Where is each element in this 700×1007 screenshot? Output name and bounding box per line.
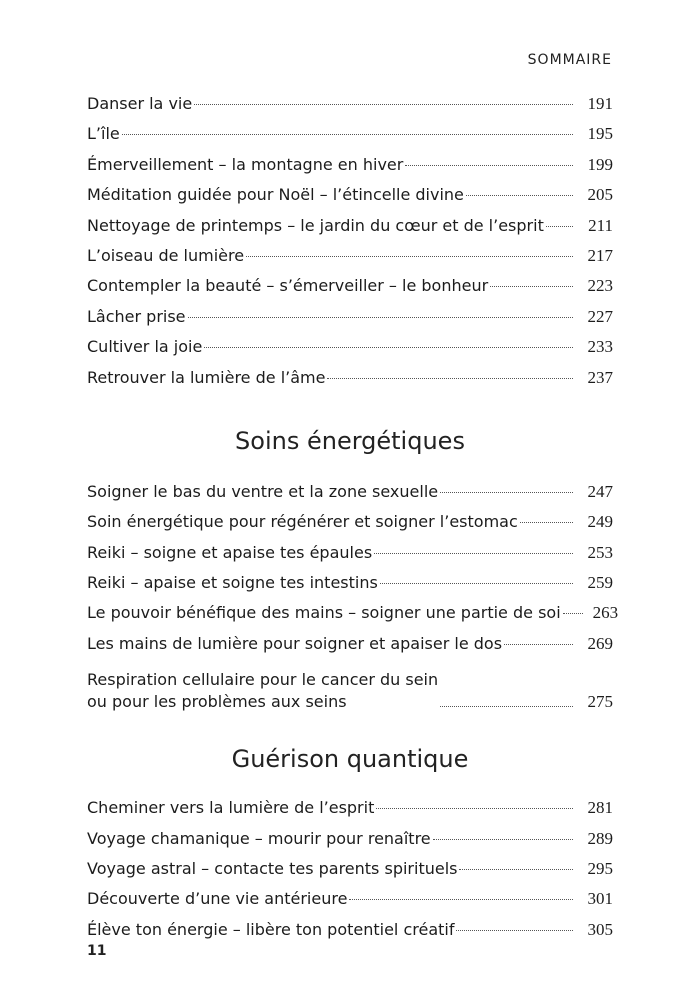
entry-title: Reiki – soigne et apaise tes épaules xyxy=(87,542,373,562)
toc-entry[interactable] xyxy=(87,482,613,512)
entry-title: Contempler la beauté – s’émerveiller – le bonheur xyxy=(87,276,489,296)
dot-leader xyxy=(204,347,573,348)
entry-page: 195 xyxy=(587,124,613,144)
entry-page: 211 xyxy=(588,215,613,235)
entry-title: Nettoyage de printemps – le jardin du cœur et de l’esprit xyxy=(87,215,544,235)
dot-leader xyxy=(466,195,573,196)
toc-entry[interactable] xyxy=(87,603,619,633)
page-number: 11 xyxy=(87,943,107,959)
toc-entry[interactable] xyxy=(87,124,613,154)
entry-title: Reiki – apaise et soigne tes intestins xyxy=(87,573,378,593)
entry-title: L’île xyxy=(87,124,120,144)
dot-leader xyxy=(122,134,573,135)
dot-leader xyxy=(563,613,583,614)
entry-page: 305 xyxy=(587,919,613,939)
section-heading-guerison-quantique: Guérison quantique xyxy=(231,745,469,774)
entry-page: 281 xyxy=(587,798,613,818)
entry-page: 259 xyxy=(587,573,613,593)
entry-title: Découverte d’une vie antérieure xyxy=(87,889,348,909)
entry-page: 275 xyxy=(587,692,613,712)
entry-title: L’oiseau de lumière xyxy=(87,245,245,265)
toc-entry[interactable] xyxy=(87,94,613,124)
toc-entry[interactable] xyxy=(87,859,613,889)
toc-section-2 xyxy=(87,481,619,716)
entry-page: 199 xyxy=(587,154,613,174)
entry-title: Danser la vie xyxy=(87,94,193,113)
entry-title: Soin énergétique pour régénérer et soigner l’estomac xyxy=(87,512,518,532)
dot-leader xyxy=(380,583,573,584)
entry-title: Voyage astral – contacte tes parents spirituels xyxy=(87,859,458,879)
dot-leader xyxy=(490,286,573,287)
dot-leader xyxy=(440,706,573,707)
section-heading-soins-energetiques: Soins énergétiques xyxy=(235,426,465,455)
toc-entry[interactable] xyxy=(87,155,613,185)
entry-page: 301 xyxy=(587,889,613,909)
dot-leader xyxy=(520,522,573,523)
toc-entry[interactable] xyxy=(87,512,613,542)
toc-section-3 xyxy=(87,798,613,950)
entry-page: 253 xyxy=(587,542,613,562)
entry-title: Retrouver la lumière de l’âme xyxy=(87,367,326,387)
toc-entry[interactable] xyxy=(87,185,613,215)
entry-page: 217 xyxy=(587,245,613,265)
running-head: SOMMAIRE xyxy=(527,52,612,68)
dot-leader xyxy=(504,644,573,645)
dot-leader xyxy=(433,839,573,840)
entry-page: 237 xyxy=(587,367,613,387)
entry-title: Élève ton énergie – libère ton potentiel créatif xyxy=(87,919,455,939)
entry-title xyxy=(87,669,438,713)
dot-leader xyxy=(376,808,573,809)
dot-leader xyxy=(456,930,573,931)
toc-section-1 xyxy=(87,94,613,398)
dot-leader xyxy=(374,553,573,554)
toc-entry[interactable] xyxy=(87,573,613,603)
dot-leader xyxy=(349,899,573,900)
entry-title-line-2: ou pour les problèmes aux seins xyxy=(87,692,347,712)
entry-title: Les mains de lumière pour soigner et apaiser le dos xyxy=(87,633,503,653)
toc-entry[interactable] xyxy=(87,889,613,919)
entry-title: Soigner le bas du ventre et la zone sexuelle xyxy=(87,481,439,501)
entry-title: Lâcher prise xyxy=(87,306,186,326)
entry-page: 227 xyxy=(587,306,613,326)
entry-title: Le pouvoir bénéfique des mains – soigner une partie de soi xyxy=(87,603,561,623)
entry-title: Cultiver la joie xyxy=(87,337,203,357)
toc-entry[interactable] xyxy=(87,337,613,367)
entry-title-line-1: Respiration cellulaire pour le cancer du sein xyxy=(87,670,439,690)
toc-entry[interactable] xyxy=(87,798,613,828)
dot-leader xyxy=(327,378,573,379)
entry-title: Méditation guidée pour Noël – l’étincelle divine xyxy=(87,185,464,205)
dot-leader xyxy=(546,226,573,227)
entry-page: 247 xyxy=(587,481,613,501)
entry-title: Voyage chamanique – mourir pour renaître xyxy=(87,828,431,848)
toc-entry[interactable] xyxy=(87,634,613,664)
entry-page: 249 xyxy=(587,512,613,532)
entry-page: 295 xyxy=(587,859,613,879)
entry-page: 289 xyxy=(587,828,613,848)
toc-entry[interactable] xyxy=(87,307,613,337)
dot-leader xyxy=(459,869,573,870)
dot-leader xyxy=(194,104,573,105)
dot-leader xyxy=(246,256,573,257)
toc-entry[interactable] xyxy=(87,664,613,716)
entry-page: 191 xyxy=(587,94,613,113)
entry-page: 233 xyxy=(587,337,613,357)
entry-title: Cheminer vers la lumière de l’esprit xyxy=(87,798,375,818)
toc-entry[interactable] xyxy=(87,216,613,246)
entry-page: 223 xyxy=(587,276,613,296)
toc-entry[interactable] xyxy=(87,368,613,398)
entry-page: 263 xyxy=(592,603,619,623)
toc-entry[interactable] xyxy=(87,920,613,950)
dot-leader xyxy=(405,165,573,166)
toc-entry[interactable] xyxy=(87,829,613,859)
dot-leader xyxy=(440,492,573,493)
toc-entry[interactable] xyxy=(87,276,613,306)
dot-leader xyxy=(188,317,573,318)
entry-page: 205 xyxy=(587,185,613,205)
toc-entry[interactable] xyxy=(87,246,613,276)
entry-page: 269 xyxy=(587,633,613,653)
table-of-contents xyxy=(87,0,619,950)
toc-entry[interactable] xyxy=(87,543,613,573)
entry-title: Émerveillement – la montagne en hiver xyxy=(87,154,404,174)
